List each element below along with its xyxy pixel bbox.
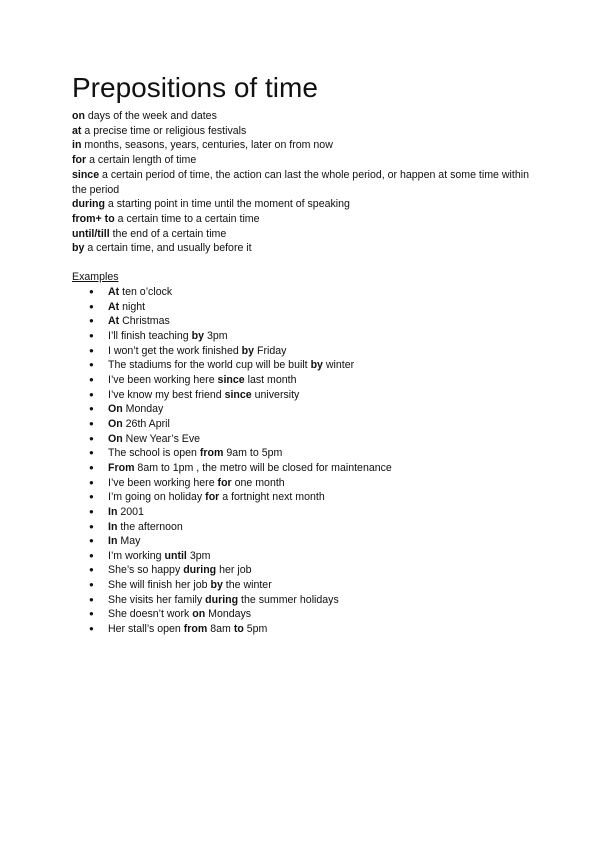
example-text: the afternoon (117, 520, 183, 533)
example-preposition: since (224, 388, 252, 401)
example-item (72, 300, 532, 315)
example-preposition: At (108, 286, 120, 298)
bullet-icon: ● (89, 418, 94, 428)
definition-text: a certain period of time, the action can last the whole period, or happen at some time within the period (72, 168, 529, 196)
example-item (72, 476, 532, 491)
bullet-icon: ● (89, 506, 94, 516)
example-item (72, 461, 532, 476)
example-text: ten o’clock (119, 286, 173, 298)
definition-line (72, 109, 532, 124)
example-preposition: from (183, 623, 208, 636)
example-preposition: On (108, 417, 123, 430)
example-text: I’ve been working here (108, 373, 218, 386)
definition-line (72, 153, 532, 168)
example-preposition: from (199, 447, 224, 460)
example-preposition: by (310, 359, 323, 372)
example-text: I’m working (108, 549, 165, 562)
definition-text: the end of a certain time (109, 227, 227, 240)
bullet-icon: ● (89, 536, 94, 546)
example-preposition: At (108, 315, 120, 328)
example-item (72, 622, 532, 637)
example-preposition: for (205, 491, 220, 504)
example-item (72, 607, 532, 622)
definition-text: a certain time, and usually before it (84, 242, 252, 255)
bullet-icon: ● (89, 360, 94, 370)
preposition-term: for (72, 154, 87, 167)
example-preposition: since (217, 373, 245, 386)
example-item (72, 329, 532, 344)
example-text: New Year’s Eve (122, 432, 201, 445)
bullet-icon: ● (89, 565, 94, 575)
example-text: university (251, 388, 300, 401)
example-item (72, 373, 532, 388)
example-text: The school is open (108, 447, 200, 460)
example-preposition: In (108, 505, 118, 518)
example-preposition: on (192, 608, 206, 621)
example-text: She’s so happy (108, 564, 184, 577)
example-preposition: At (108, 300, 120, 313)
definition-line (72, 212, 532, 227)
definition-text: a certain time to a certain time (114, 212, 260, 225)
example-preposition: until (164, 549, 187, 562)
example-text: Friday (254, 344, 287, 357)
example-item (72, 344, 532, 359)
definition-line (72, 138, 532, 153)
preposition-term: since (72, 168, 100, 181)
preposition-term: until/till (72, 227, 110, 240)
example-preposition: for (217, 476, 232, 489)
bullet-icon: ● (89, 594, 94, 604)
example-text: May (117, 535, 141, 548)
preposition-term: by (72, 242, 85, 255)
example-text: a fortnight next month (219, 491, 325, 504)
example-text: 8am to 1pm , the metro will be closed for maintenance (134, 461, 392, 474)
example-preposition: On (108, 403, 123, 416)
bullet-icon: ● (89, 330, 94, 340)
definition-text: a certain length of time (86, 154, 197, 167)
example-text: night (119, 300, 146, 313)
definition-text: days of the week and dates (84, 110, 217, 122)
definition-line (72, 124, 532, 139)
example-preposition: during (205, 593, 239, 606)
definition-line (72, 227, 532, 242)
example-text: winter (322, 359, 355, 372)
bullet-icon: ● (89, 624, 94, 634)
example-text: I’ll finish teaching (108, 329, 192, 342)
example-text: 26th April (122, 417, 170, 430)
example-text: Her stall’s open (108, 623, 184, 636)
example-item (72, 505, 532, 520)
example-item (72, 563, 532, 578)
example-text: I won’t get the work finished (108, 344, 242, 357)
definition-text: a precise time or religious festivals (81, 124, 247, 137)
bullet-icon: ● (89, 580, 94, 590)
example-preposition: to (233, 623, 244, 636)
definitions-list (72, 109, 532, 256)
examples-heading: Examples (72, 271, 119, 283)
example-item (72, 520, 532, 535)
example-text: I’ve been working here (108, 476, 218, 489)
example-item (72, 593, 532, 608)
definition-text: months, seasons, years, centuries, later on from now (81, 139, 333, 152)
example-preposition: In (108, 520, 118, 533)
bullet-icon: ● (89, 316, 94, 326)
bullet-icon: ● (89, 492, 94, 502)
example-item (72, 417, 532, 432)
example-text: Christmas (119, 315, 170, 328)
example-text: Monday (122, 403, 164, 416)
example-text: last month (244, 373, 297, 386)
bullet-icon: ● (89, 345, 94, 355)
example-item (72, 578, 532, 593)
examples-list (72, 285, 532, 637)
example-text: I’ve know my best friend (108, 388, 225, 401)
bullet-icon: ● (89, 448, 94, 458)
bullet-icon: ● (89, 462, 94, 472)
example-preposition: On (108, 432, 123, 445)
page-title: Prepositions of time (72, 72, 318, 103)
example-item (72, 285, 532, 300)
example-preposition: by (191, 329, 204, 342)
example-text: She doesn’t work (108, 608, 193, 621)
example-preposition: during (183, 564, 217, 577)
bullet-icon: ● (89, 433, 94, 443)
example-text: 9am to 5pm (223, 447, 283, 460)
example-item (72, 358, 532, 373)
bullet-icon: ● (89, 404, 94, 414)
example-item (72, 314, 532, 329)
example-text: She will finish her job (108, 579, 211, 592)
example-text: I’m going on holiday (108, 491, 206, 504)
definition-line (72, 241, 532, 256)
example-text: Mondays (205, 608, 252, 621)
preposition-term: during (72, 198, 105, 211)
example-preposition: by (210, 579, 223, 592)
definition-line (72, 197, 532, 212)
preposition-term: at (72, 124, 82, 137)
bullet-icon: ● (89, 550, 94, 560)
example-text: the winter (222, 579, 272, 592)
bullet-icon: ● (89, 477, 94, 487)
example-text: She visits her family (108, 593, 206, 606)
example-item (72, 490, 532, 505)
bullet-icon: ● (89, 609, 94, 619)
example-text: one month (231, 476, 285, 489)
definition-line (72, 168, 532, 197)
example-text: her job (216, 564, 252, 577)
example-preposition: by (241, 344, 255, 357)
preposition-term: on (72, 110, 85, 122)
preposition-term: from+ to (72, 212, 115, 225)
example-text: 3pm (186, 549, 211, 562)
example-item (72, 402, 532, 417)
bullet-icon: ● (89, 374, 94, 384)
bullet-icon: ● (89, 389, 94, 399)
bullet-icon: ● (89, 301, 94, 311)
example-item (72, 549, 532, 564)
example-preposition: In (108, 535, 118, 548)
bullet-icon: ● (89, 521, 94, 531)
example-item (72, 446, 532, 461)
definition-text: a starting point in time until the moment of speaking (104, 198, 350, 211)
example-text: The stadiums for the world cup will be built (108, 359, 311, 372)
example-item (72, 432, 532, 447)
example-text: 8am (207, 623, 234, 636)
preposition-term: in (72, 139, 82, 152)
example-text: the summer holidays (238, 593, 339, 606)
example-preposition: From (108, 461, 135, 474)
example-text: 5pm (243, 623, 268, 636)
bullet-icon: ● (89, 287, 94, 296)
example-item (72, 388, 532, 403)
example-text: 2001 (117, 505, 144, 518)
example-text: 3pm (204, 329, 228, 342)
example-item (72, 534, 532, 549)
